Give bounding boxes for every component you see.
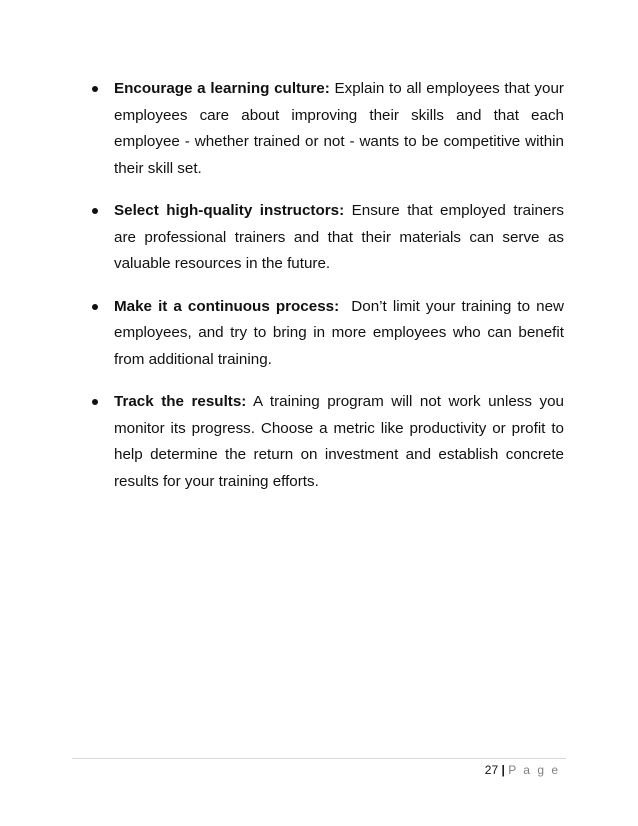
bullet-icon	[92, 304, 98, 310]
list-item	[88, 294, 564, 374]
bullet-text: A training program will not work unless you monitor its progress. Choose a metric like productivity or profit to help determine the return on investment and establish concrete results for your training efforts.	[114, 393, 564, 490]
bullet-text: Don’t limit your training to new employees, and try to bring in more employees who can benefit from additional training.	[114, 297, 564, 368]
bullet-text: Explain to all employees that your employees care about improving their skills and that each employee - whether trained or not - wants to be competitive within their skill set.	[114, 80, 564, 177]
page-number: 27	[484, 763, 499, 777]
bullet-list	[88, 76, 564, 511]
bullet-title: Track the results:	[114, 393, 247, 410]
bullet-title: Encourage a learning culture:	[114, 80, 330, 97]
bullet-text: Ensure that employed trainers are professional trainers and that their materials can serve as valuable resources in the future.	[114, 202, 564, 272]
footer-divider	[72, 758, 566, 759]
page-footer	[485, 763, 560, 777]
bullet-icon	[92, 208, 98, 214]
list-item	[88, 76, 564, 182]
footer-separator: |	[501, 763, 505, 777]
bullet-icon	[92, 86, 98, 92]
page-label: P a g e	[508, 763, 560, 777]
list-item	[88, 198, 564, 278]
bullet-icon	[92, 399, 98, 405]
bullet-title: Select high-quality instructors:	[114, 202, 345, 219]
list-item	[88, 389, 564, 495]
bullet-title: Make it a continuous process:	[114, 297, 340, 315]
